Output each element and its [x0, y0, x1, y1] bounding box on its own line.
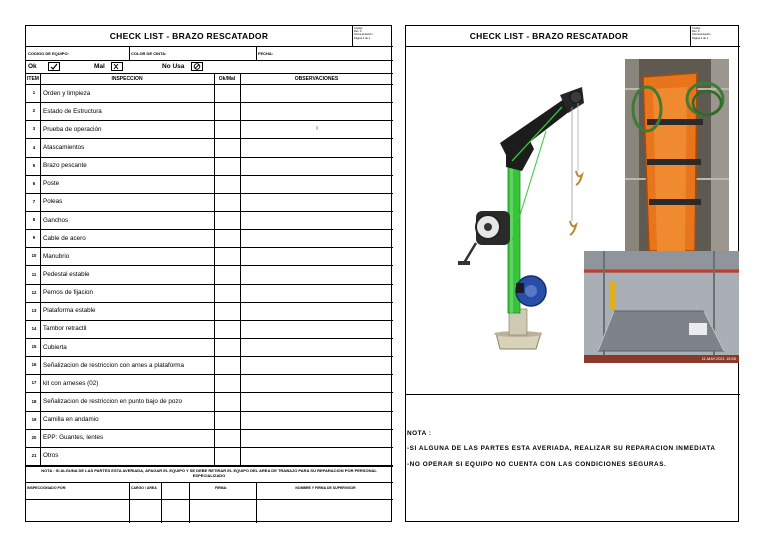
- row-number: 17: [31, 380, 37, 386]
- legend-ok-label: Ok: [28, 63, 37, 70]
- row-number: 5: [32, 162, 36, 168]
- row-okbad-cell[interactable]: [215, 176, 240, 193]
- row-number: 19: [31, 416, 37, 422]
- row-number: 18: [31, 398, 37, 404]
- row-inspection-label: Señalizacion de restriccion en punto bajo de pozo: [43, 398, 182, 405]
- row-inspection-label: Señalizacion de restriccion con arnes a plataforma: [43, 361, 185, 369]
- row-number: 3: [32, 126, 36, 132]
- row-number: 1: [32, 90, 36, 96]
- note-line-1: -SI ALGUNA DE LAS PARTES ESTA AVERIADA, REALIZAR SU REPARACION INMEDIATA: [407, 445, 716, 452]
- check-icon: [49, 63, 59, 70]
- row-number: 10: [31, 253, 37, 259]
- row-inspection-label: Ganchos: [43, 216, 69, 224]
- row-okbad-cell[interactable]: [215, 285, 240, 302]
- row-inspection-label: Pernos de fijacion: [43, 289, 94, 297]
- row-number: 12: [31, 289, 37, 295]
- row-okbad-cell[interactable]: [215, 266, 240, 283]
- row-okbad-cell[interactable]: [215, 375, 240, 392]
- row-inspection-label: Plataforma estable: [43, 307, 96, 315]
- photo-timestamp: 11.MAY.2021 15:55: [701, 356, 736, 361]
- signature-label: FIRMA:: [215, 486, 228, 490]
- equipment-code-label: CODIGO DE EQUIPO:: [28, 51, 69, 56]
- tape-color-label: COLOR DE CINTA:: [131, 51, 167, 56]
- photo-sheet: [405, 25, 739, 522]
- position-label: CARGO / AREA: [131, 486, 157, 490]
- note-line-2: -NO OPERAR SI EQUIPO NO CUENTA CON LAS CONDICIONES SEGURAS.: [407, 461, 667, 468]
- column-header-item: ITEM: [27, 76, 39, 82]
- row-okbad-cell[interactable]: [215, 393, 240, 410]
- row-okbad-cell[interactable]: [215, 194, 240, 211]
- column-header-observations: OBSERVACIONES: [294, 76, 339, 82]
- row-okbad-cell[interactable]: [215, 339, 240, 356]
- inspection-table: [26, 85, 393, 466]
- sheet-title: CHECK LIST - BRAZO RESCATADOR: [469, 31, 629, 41]
- row-okbad-cell[interactable]: [215, 357, 240, 374]
- legend-ok-checkbox: [48, 62, 60, 71]
- row-okbad-cell[interactable]: [215, 158, 240, 175]
- row-number: 16: [31, 362, 37, 368]
- row-inspection-label: kit con arneses (02): [43, 379, 99, 387]
- davit-arm-photo: [436, 71, 586, 361]
- row-okbad-cell[interactable]: [215, 103, 240, 120]
- row-inspection-label: Otros: [43, 452, 59, 460]
- row-number: 15: [31, 344, 37, 350]
- row-number: 20: [31, 434, 37, 440]
- row-inspection-label: EPP: Guantes, lentes: [43, 434, 104, 442]
- form-meta: Codigo: Rev: 0 Instrumentacion Pagina 1 de 1: [354, 27, 373, 40]
- row-okbad-cell[interactable]: [215, 139, 240, 156]
- prohibited-icon: [192, 63, 202, 70]
- form-title: CHECK LIST - BRAZO RESCATADOR: [109, 31, 269, 41]
- date-label: FECHA:: [258, 51, 274, 56]
- row-okbad-cell[interactable]: [215, 230, 240, 247]
- note-title: NOTA :: [407, 430, 432, 437]
- row-okbad-cell[interactable]: [215, 448, 240, 465]
- platform-photo: [584, 251, 739, 363]
- row-okbad-cell[interactable]: [215, 121, 240, 138]
- row-inspection-label: Prueba de operación: [43, 125, 102, 133]
- row-number: 9: [32, 235, 36, 241]
- row-number: 6: [32, 180, 36, 186]
- row-number: 8: [32, 217, 36, 223]
- column-header-okbad: Ok/Mal: [218, 76, 236, 82]
- row-okbad-cell[interactable]: [215, 430, 240, 447]
- row-inspection-label: Estado de Estructura: [43, 107, 102, 115]
- row-inspection-label: Pedestal estable: [43, 271, 90, 278]
- form-note: NOTA : SI ALGUNA DE LAS PARTES ESTA AVERIADA, APAGAR EL EQUIPO Y SE DEBE RETIRAR EL EQUIPO DEL AREA DE TRABAJO PARA SU REPARACION POR PERSONAL ESPECIALIZADO: [41, 468, 377, 478]
- column-header-inspection: INSPECCION: [111, 76, 143, 82]
- row-inspection-label: Tambor retractil: [43, 325, 87, 333]
- row-number: 2: [32, 108, 36, 114]
- stretcher-photo: [625, 59, 729, 251]
- row-inspection-label: Brazo pescante: [43, 162, 87, 170]
- supervisor-label: NOMBRE Y FIRMA DE SUPERVISOR: [295, 486, 356, 490]
- row-inspection-label: Orden y limpieza: [43, 89, 91, 97]
- row-number: 13: [31, 307, 37, 313]
- row-number: 7: [32, 198, 36, 204]
- checklist-form: [25, 25, 392, 522]
- row-inspection-label: Cable de acero: [43, 234, 86, 242]
- row-number: 4: [32, 144, 36, 150]
- row-inspection-label: Manubrio: [43, 252, 70, 260]
- row-okbad-cell[interactable]: [215, 303, 240, 320]
- row-number: 11: [31, 271, 37, 277]
- row-okbad-cell[interactable]: [215, 412, 240, 429]
- row-inspection-label: Cubierta: [43, 343, 67, 351]
- row-inspection-label: Atascamientos: [43, 144, 85, 151]
- legend-bad-checkbox: [111, 62, 123, 71]
- row-inspection-label: Poste: [43, 180, 60, 188]
- row-okbad-cell[interactable]: [215, 248, 240, 265]
- row-number: 21: [31, 452, 37, 458]
- inspected-by-label: INSPECCIONADO POR:: [27, 486, 67, 490]
- row-okbad-cell[interactable]: [215, 85, 240, 102]
- row-number: 14: [31, 325, 37, 331]
- row-inspection-label: Poleas: [43, 198, 63, 206]
- legend-not-used-label: No Usa: [162, 63, 185, 70]
- row-observation-cell[interactable]: l: [316, 126, 318, 133]
- legend-bad-label: Mal: [94, 63, 105, 70]
- row-inspection-label: Camilla en andamio: [43, 416, 99, 424]
- x-mark-icon: [112, 63, 122, 70]
- row-okbad-cell[interactable]: [215, 212, 240, 229]
- legend-not-used-checkbox: [191, 62, 203, 71]
- sheet-meta: Codigo: Rev: 0 Instrumentacion Pagina 1 de 1: [692, 27, 711, 40]
- row-okbad-cell[interactable]: [215, 321, 240, 338]
